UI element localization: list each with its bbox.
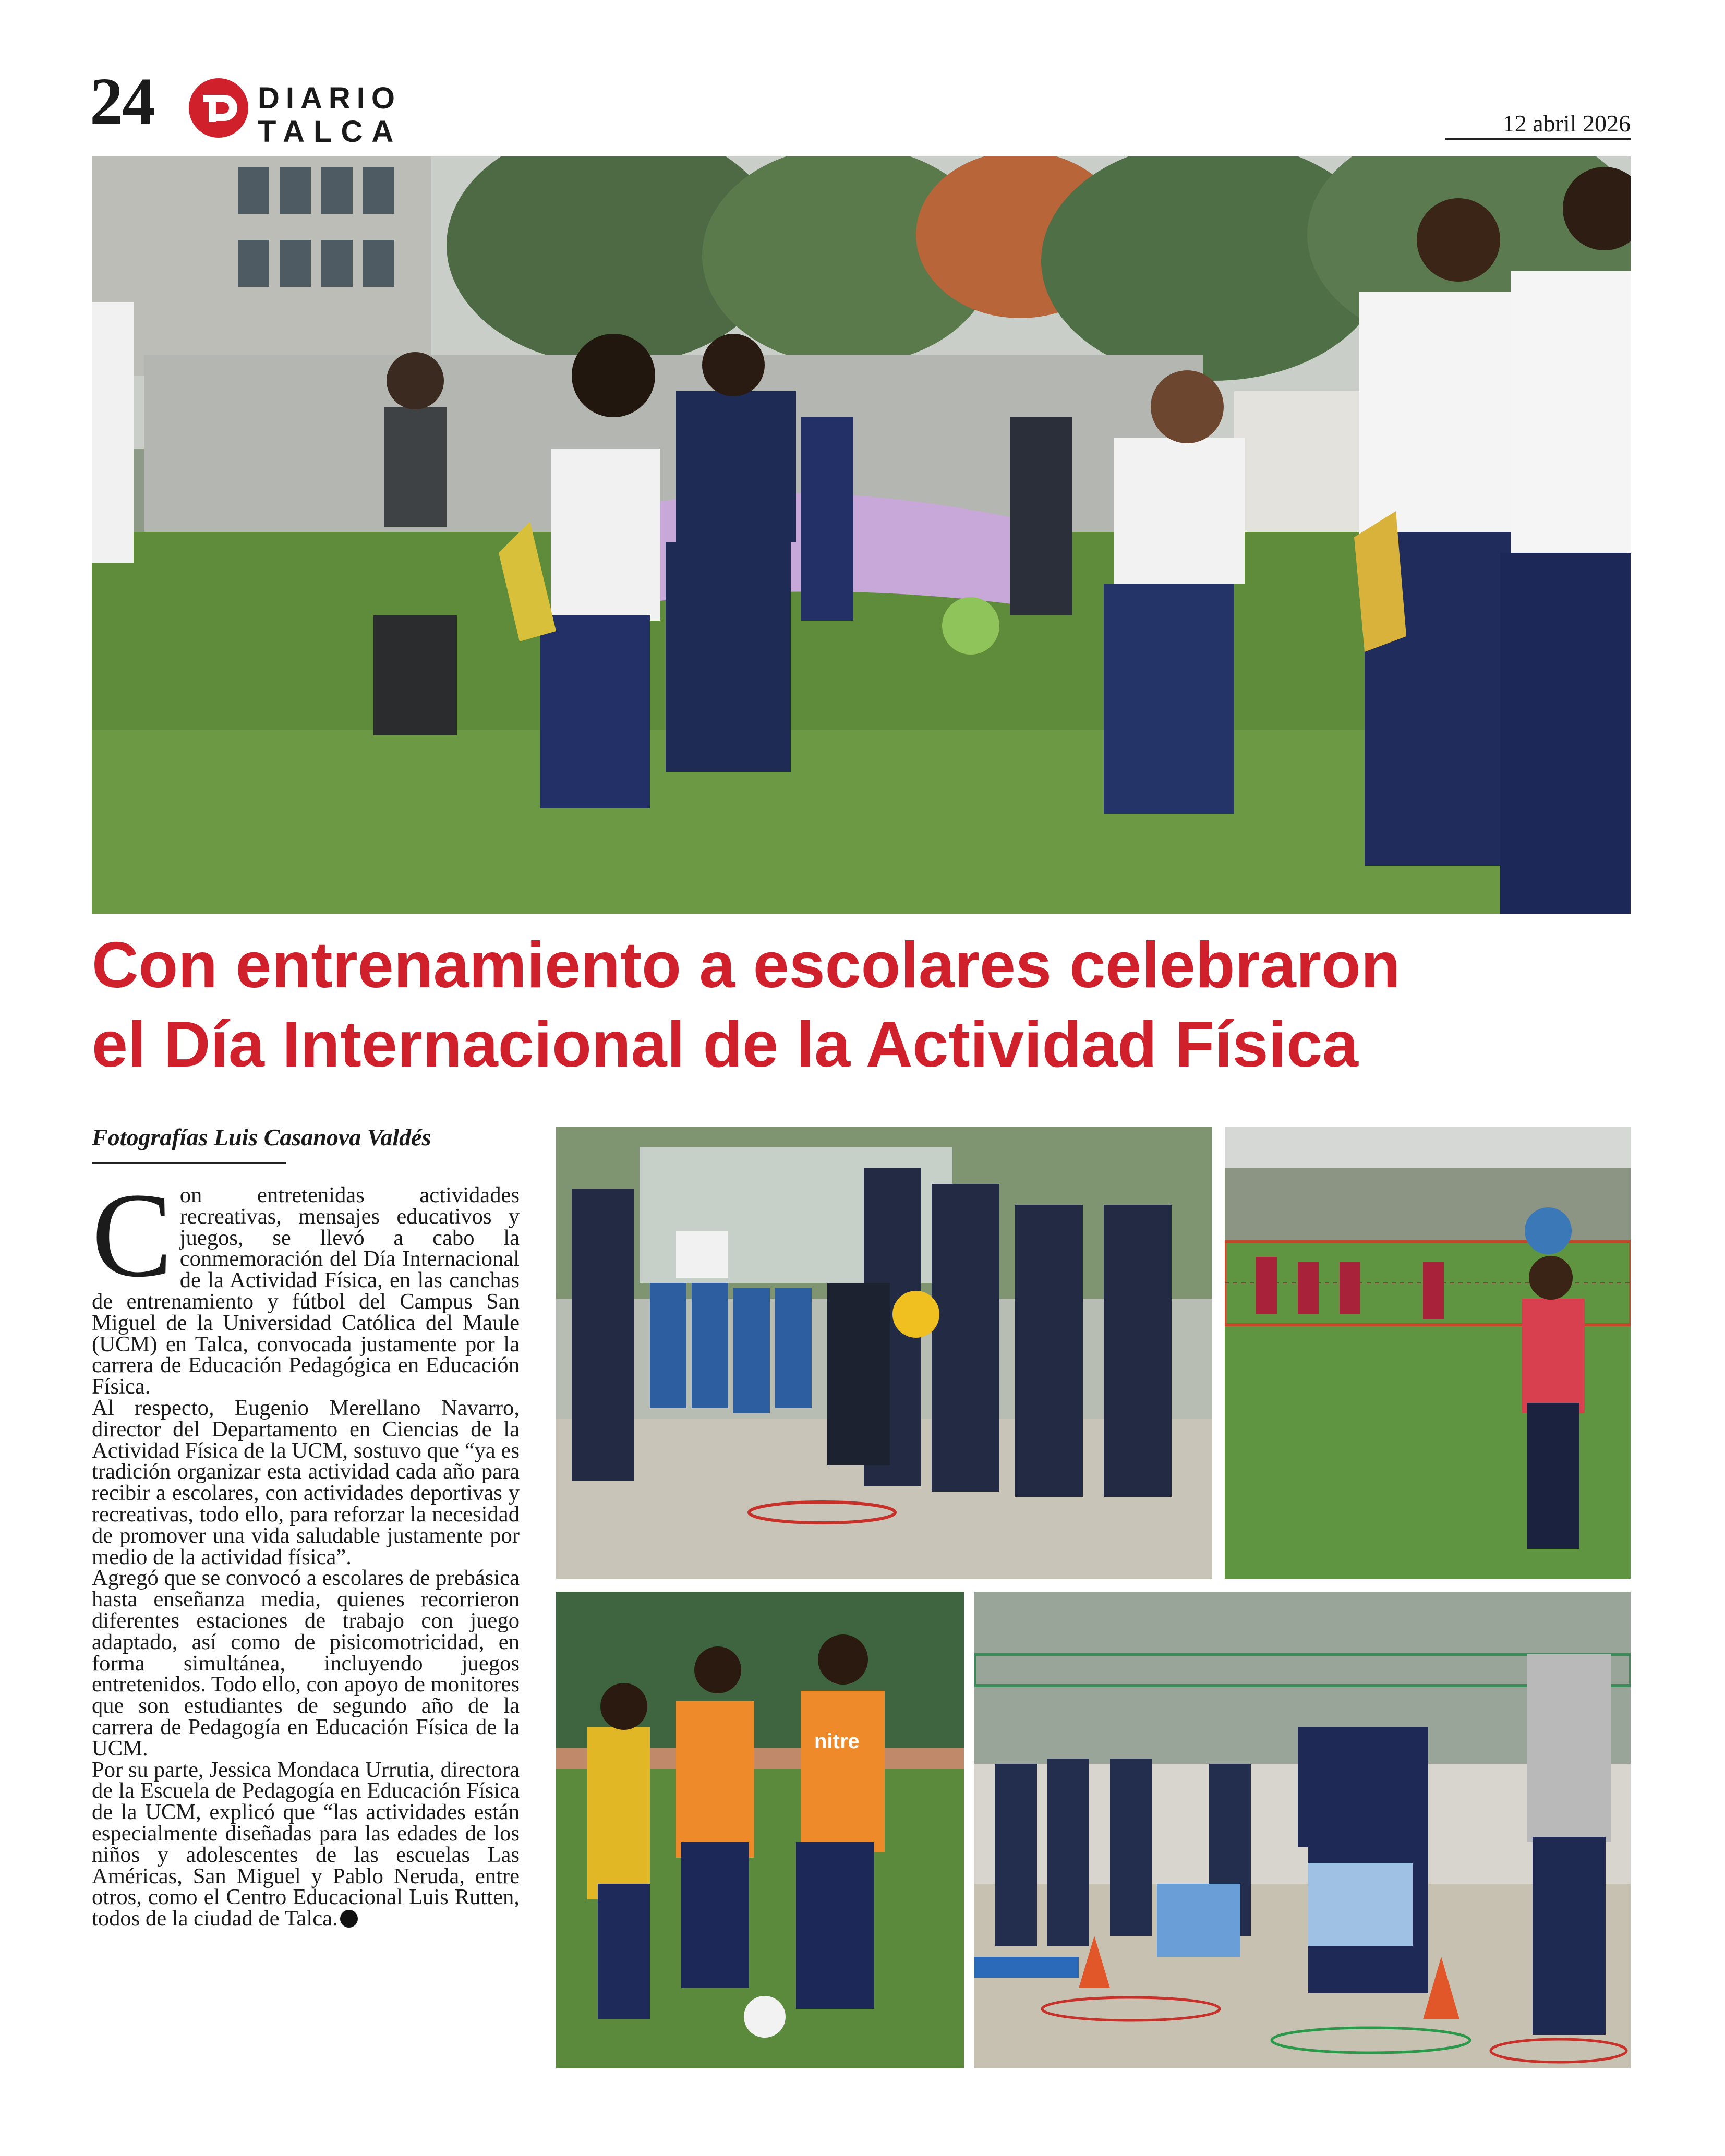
brand-line-talca: TALCA (258, 115, 403, 149)
photo-children-obstacle-course (556, 1127, 1212, 1579)
brand-line-diario: DIARIO (258, 81, 401, 115)
article-body (92, 1168, 520, 1931)
photo-children-cone-activity (974, 1592, 1631, 2068)
diario-talca-logo-icon (188, 77, 249, 139)
article-paragraph: Al respecto, Eugenio Merellano Navarro, director del Departamento en Ciencias de la Actividad Física de la UCM, sostuvo que “ya es tradición organizar esta actividad cada año para recibir a escolares, con actividades deportivas y recreativas, todo ello, para reforzar la necesidad de promover una vida saludable justamente por medio de la actividad física”. (92, 1395, 520, 1569)
date-underline (1445, 138, 1631, 140)
drop-cap: C (92, 1168, 173, 1302)
article-paragraph: Agregó que se convocó a escolares de prebásica hasta enseñanza media, quienes recorrieron diferentes estaciones de trabajo con juego adaptado, así como de pisicomotricidad, en forma simultánea, incluyendo juegos entretenidos. Todo ello, con apoyo de monitores que son estudiantes de segundo año de la carrera de Pedagogía en Educación Física de la UCM. (92, 1566, 520, 1761)
photo-credit-byline: Fotografías Luis Casanova Valdés (92, 1124, 431, 1150)
article-paragraph: Por su parte, Jessica Mondaca Urrutia, directora de la Escuela de Pedagogía en Educación Física de la UCM, explicó que “las actividades están especialmente diseñadas para las edades de los niños y adolescentes de las escuelas Las Américas, San Miguel y Pablo Neruda, entre otros, como el Centro Educacional Luis Rutten, todos de la ciudad de Talca. (92, 1757, 520, 1931)
article-paragraph: on entretenidas actividades recreativas, mensajes educativos y juegos, se llevó a cabo la conmemoración del Día Internacional de la Actividad Física, en las canchas de entrenamiento y fútbol del Campus San Miguel de la Universidad Católica del Maule (UCM) en Talca, convocada justamente por la carrera de Educación Pedagógica en Educación Física. (92, 1183, 520, 1399)
brand-name (258, 83, 402, 147)
photo-students-playing-soccer (556, 1592, 964, 2068)
headline-line-1: Con entrenamiento a escolares celebraron (92, 929, 1401, 1001)
issue-date: 12 abril 2026 (1502, 110, 1631, 137)
photo-child-volleyball-net (1225, 1127, 1631, 1579)
page-number: 24 (90, 64, 154, 138)
end-of-article-dot-icon (340, 1910, 358, 1928)
hero-photo-students-playing (92, 156, 1631, 914)
byline-underline (92, 1162, 286, 1164)
article-headline (92, 926, 1636, 1084)
headline-line-2: el Día Internacional de la Actividad Física (92, 1009, 1358, 1081)
jersey-text: nitre (814, 1730, 860, 1753)
